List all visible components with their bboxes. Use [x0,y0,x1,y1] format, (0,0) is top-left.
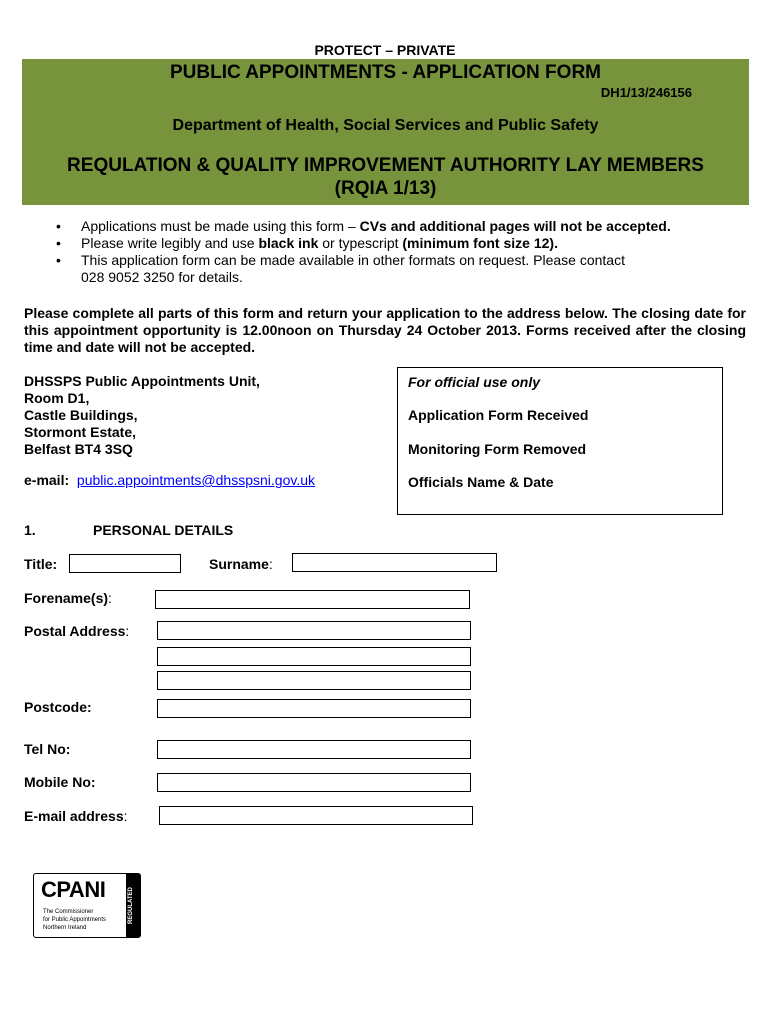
tel-input[interactable] [157,740,471,759]
section-number: 1. [24,522,36,538]
section-title: PERSONAL DETAILS [93,522,234,538]
bullet-item: • Please write legibly and use black ink or typescript (minimum font size 12). [56,235,558,251]
bullet-item: • Applications must be made using this form – CVs and additional pages will not be accepted. [56,218,671,234]
surname-label: Surname: [209,556,273,572]
role-title-line1: REQULATION & QUALITY IMPROVEMENT AUTHORITY LAY MEMBERS [67,155,704,176]
bullet-icon: • [56,218,61,234]
role-title [22,154,749,200]
forenames-input[interactable] [155,590,470,609]
forenames-label: Forename(s): [24,590,112,606]
mobile-input[interactable] [157,773,471,792]
postcode-input[interactable] [157,699,471,718]
bullet-item: • This application form can be made available in other formats on request. Please contact 028 9052 3250 for details. [56,252,625,285]
instructions-paragraph: Please complete all parts of this form and return your application to the address below. The closing date for this appointment opportunity is 12.00noon on Thursday 24 October 2013. Forms received after the closing time and date will not be accepted. [24,305,746,355]
contact-email-line [24,472,315,488]
email-address-input[interactable] [159,806,473,825]
email-address-label: E-mail address: [24,808,128,824]
form-title: PUBLIC APPOINTMENTS - APPLICATION FORM [169,62,601,83]
regulated-strip: REGULATED [126,874,140,937]
postal-address-line3[interactable] [157,671,471,690]
form-reference: DH1/13/246156 [600,85,692,100]
application-received-label: Application Form Received [408,407,589,423]
cpani-subtitle: The Commissioner for Public Appointments Northern Ireland [43,909,107,931]
tel-label: Tel No: [24,741,71,757]
title-input[interactable] [69,554,181,573]
mobile-label: Mobile No: [24,774,96,790]
surname-input[interactable] [292,553,497,572]
title-label: Title: [24,556,58,572]
postal-address-label: Postal Address: [24,623,130,639]
bullet-icon: • [56,252,61,268]
official-use-box [397,367,723,515]
bullet-icon: • [56,235,61,251]
officials-name-date-label: Officials Name & Date [408,474,554,490]
instruction-bullets [24,218,754,286]
postal-address-line1[interactable] [157,621,471,640]
header-banner [22,59,749,205]
postal-address-line2[interactable] [157,647,471,666]
department-name: Department of Health, Social Services and Public Safety [172,117,599,134]
cpani-logo [33,873,141,938]
official-use-title: For official use only [408,374,540,390]
return-address: DHSSPS Public Appointments Unit, Room D1, Castle Buildings, Stormont Estate, Belfast BT4 3SQ [24,373,260,457]
role-title-line2: (RQIA 1/13) [334,178,437,199]
email-link[interactable]: public.appointments@dhsspsni.gov.uk [76,472,315,488]
email-label: e-mail: [24,472,70,488]
postcode-label: Postcode: [24,699,92,715]
cpani-brand: CPANI [41,877,106,902]
protect-private-marking: PROTECT – PRIVATE [314,42,456,58]
monitoring-removed-label: Monitoring Form Removed [408,441,587,457]
